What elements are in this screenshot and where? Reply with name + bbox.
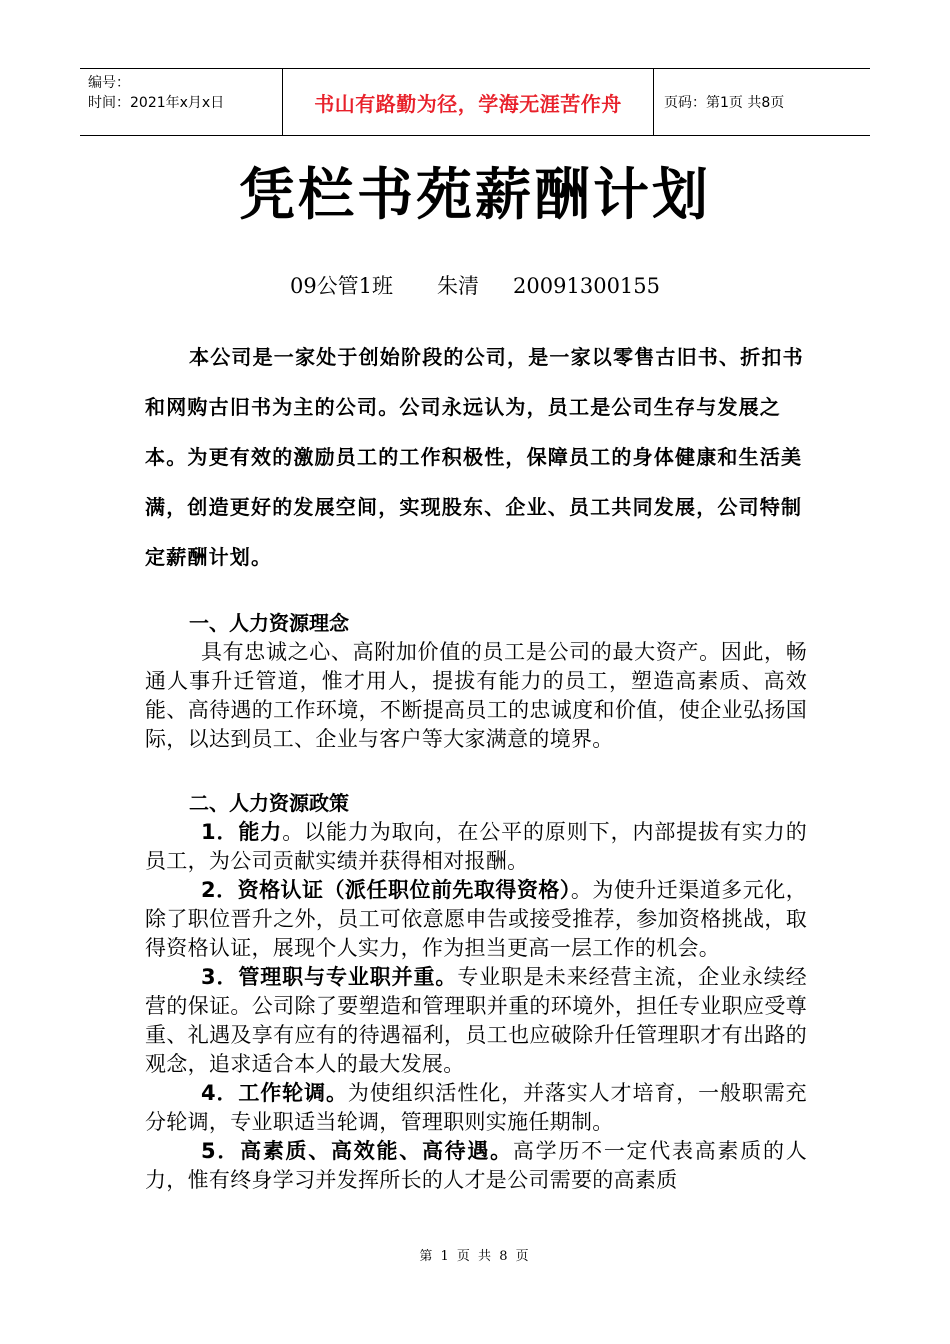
- policy-item-5-head: 5．高素质、高效能、高待遇。: [201, 1139, 513, 1163]
- policy-item-1-head: 1．能力: [201, 820, 283, 844]
- policy-item-4: [145, 1079, 807, 1137]
- number-label: 编号：: [88, 75, 130, 91]
- header-meta: [80, 69, 282, 135]
- byline-class: 09公管1班: [289, 274, 394, 298]
- motto: 书山有路勤为径，学海无涯苦作舟: [314, 91, 622, 116]
- page-header: [80, 68, 870, 136]
- policy-item-5-text: 高学历不一定代表高素质的人力，惟有终身学习并发挥所长的人才是公司需要的高素质: [145, 1139, 807, 1192]
- policy-item-2: [145, 876, 807, 963]
- byline-name: 朱清: [437, 274, 480, 298]
- policy-item-3: [145, 963, 807, 1079]
- policy-item-5: [145, 1137, 807, 1195]
- policy-item-1: [145, 818, 807, 876]
- section-1-text: 具有忠诚之心、高附加价值的员工是公司的最大资产。因此，畅通人事升迁管道，惟才用人，提拔有能力的员工，塑造高素质、高效能、高待遇的工作环境，不断提高员工的忠诚度和价值，使企业弘扬国际，以达到员工、企业与客户等大家满意的境界。: [145, 640, 807, 751]
- page-footer: 第 1 页 共 8 页: [419, 1249, 531, 1264]
- section-2-title: 二、人力资源政策: [189, 791, 349, 815]
- policy-item-4-text: 为使组织活性化，并落实人才培育，一般职需充分轮调，专业职适当轮调，管理职则实施任期制。: [145, 1081, 807, 1134]
- policy-item-4-head: 4．工作轮调。: [201, 1081, 348, 1105]
- byline-id: 20091300155: [513, 274, 661, 298]
- intro-paragraph: 本公司是一家处于创始阶段的公司，是一家以零售古旧书、折扣书和网购古旧书为主的公司。公司永远认为，员工是公司生存与发展之本。为更有效的激励员工的工作积极性，保障员工的身体健康和生活美满，创造更好的发展空间，实现股东、企业、员工共同发展，公司特制定薪酬计划。: [145, 345, 804, 569]
- policy-item-1-text: 。以能力为取向，在公平的原则下，内部提拔有实力的员工，为公司贡献实绩并获得相对报酬。: [145, 820, 808, 873]
- byline: [0, 270, 950, 302]
- document-title: 凭栏书苑薪酬计划: [239, 163, 711, 228]
- policy-item-2-head: 2．资格认证（派任职位前先取得资格）: [201, 878, 571, 902]
- page-label: 页码：第1页 共8页: [664, 95, 785, 111]
- section-1-title: 一、人力资源理念: [189, 611, 349, 635]
- document-body: [145, 608, 807, 1195]
- header-motto-cell: [282, 69, 654, 135]
- date-label: 时间：2021年x月x日: [88, 95, 225, 111]
- policy-item-3-text: 专业职是未来经营主流，企业永续经营的保证。公司除了要塑造和管理职并重的环境外，担任专业职应受尊重、礼遇及享有应有的待遇福利，员工也应破除升任管理职才有出路的观念，追求适合本人的最大发展。: [145, 965, 807, 1076]
- policy-item-2-text: 。为使升迁渠道多元化，除了职位晋升之外，员工可依意愿申告或接受推荐，参加资格挑战，取得资格认证，展现个人实力，作为担当更高一层工作的机会。: [145, 878, 807, 960]
- policy-item-3-head: 3．管理职与专业职并重。: [201, 965, 458, 989]
- header-page-cell: [654, 69, 870, 135]
